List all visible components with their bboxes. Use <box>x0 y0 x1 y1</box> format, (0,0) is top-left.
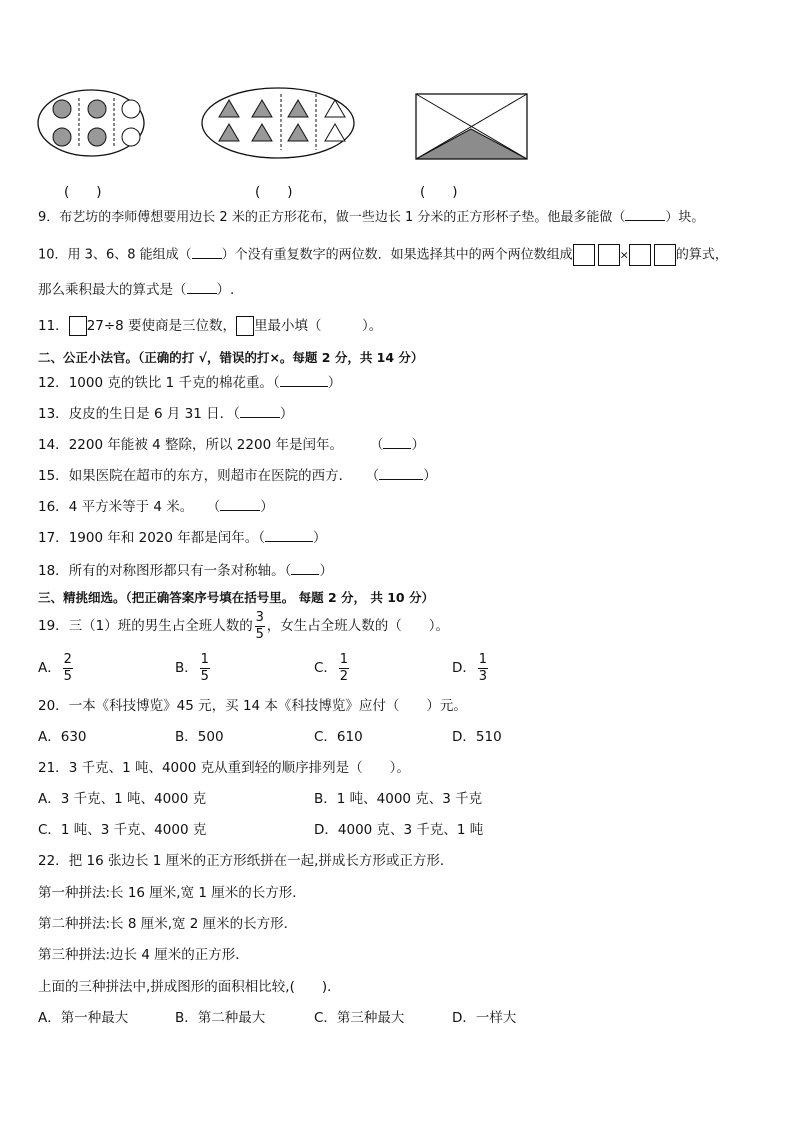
shaded-triangle <box>219 124 239 141</box>
shaded-circle <box>53 100 71 118</box>
empty-circle <box>122 128 140 146</box>
answer-blank[interactable] <box>220 498 260 511</box>
question-text: 用 3、6、8 能组成（ <box>67 247 192 263</box>
question-text: ，女生占全班人数的（ ）。 <box>266 618 450 634</box>
answer-blank[interactable] <box>265 529 313 542</box>
answer-blank[interactable] <box>240 405 280 418</box>
option-a[interactable]: A．630 <box>38 729 87 745</box>
question-number: 15． <box>38 468 69 484</box>
answer-paren-1[interactable]: ( ) <box>64 184 102 200</box>
option-label: D． <box>452 660 476 676</box>
question-20 <box>38 697 467 715</box>
question-19 <box>38 608 449 644</box>
figure-circles <box>36 88 146 158</box>
digit-box[interactable] <box>629 244 651 266</box>
fraction-numerator: 1 <box>200 651 209 667</box>
question-text: 三（1）班的男生占全班人数的 <box>68 618 253 634</box>
digit-box[interactable] <box>598 244 620 266</box>
option-label: C． <box>314 660 337 676</box>
answer-blank[interactable] <box>280 374 328 387</box>
answer-blank[interactable] <box>383 436 411 449</box>
question-13 <box>38 405 293 423</box>
shaded-circle <box>88 128 106 146</box>
option-label: A． <box>38 660 61 676</box>
question-text: ）块。 <box>665 210 705 225</box>
times-sign: × <box>619 248 629 262</box>
option-a[interactable] <box>38 650 75 686</box>
question-text: 1900 年和 2020 年都是闰年。（ <box>68 530 266 546</box>
figure-rectangle <box>415 93 529 161</box>
question-9 <box>38 208 704 227</box>
question-text: ） <box>260 499 274 515</box>
shaded-triangle <box>252 100 272 117</box>
section-title-2: 二、公正小法官。（正确的打 √，错误的打×。每题 2 分，共 14 分） <box>38 350 424 365</box>
question-text: 那么乘积最大的算式是（ <box>38 282 187 298</box>
question-text: 一本《科技博览》45 元，买 14 本《科技博览》应付（ ）元。 <box>68 698 467 714</box>
question-14 <box>38 436 425 454</box>
shaded-circle <box>88 100 106 118</box>
option-d[interactable]: D．4000 克、3 千克、1 吨 <box>314 822 484 838</box>
question-text: 3 千克、1 吨、4000 克从重到轻的顺序排列是（ ）。 <box>68 760 410 776</box>
question-number: 9． <box>38 210 60 225</box>
section-title-3: 三、精挑细选。（把正确答案序号填在括号里。 每题 2 分， 共 10 分） <box>38 590 434 605</box>
fraction-denominator: 3 <box>478 668 488 684</box>
question-text: 皮皮的生日是 6 月 31 日．（ <box>68 406 240 422</box>
shaded-circle <box>53 128 71 146</box>
option-c[interactable]: C．1 吨、3 千克、4000 克 <box>38 822 207 838</box>
option-d[interactable]: D．510 <box>452 729 502 745</box>
question-22-line4: 上面的三种拼法中,拼成图形的面积相比较,( )． <box>38 979 341 995</box>
digit-box[interactable] <box>573 244 595 266</box>
question-22 <box>38 852 453 870</box>
option-c[interactable]: C．第三种最大 <box>314 1010 405 1026</box>
question-text: 27÷8 要使商是三位数， <box>86 318 237 334</box>
empty-circle <box>122 100 140 118</box>
question-number: 14． <box>38 437 69 453</box>
question-number: 13． <box>38 406 69 422</box>
option-c[interactable] <box>314 650 351 686</box>
question-text: 1000 克的铁比 1 千克的棉花重。（ <box>68 375 280 391</box>
fraction-numerator: 3 <box>255 609 264 625</box>
question-text: 把 16 张边长 1 厘米的正方形纸拼在一起,拼成长方形或正方形． <box>68 853 454 869</box>
question-number: 16． <box>38 499 69 515</box>
fraction <box>339 653 349 684</box>
question-16 <box>38 498 274 516</box>
fraction <box>200 653 210 684</box>
option-d[interactable]: D．一样大 <box>452 1010 517 1026</box>
question-text: ） <box>313 530 327 546</box>
option-a[interactable]: A．第一种最大 <box>38 1010 129 1026</box>
question-number: 11． <box>38 318 69 334</box>
fraction-denominator: 2 <box>339 668 349 684</box>
shaded-triangle <box>219 100 239 117</box>
option-d[interactable] <box>452 650 490 686</box>
digit-box[interactable] <box>69 316 87 336</box>
question-number: 10． <box>38 247 68 263</box>
question-text: ） <box>319 563 333 579</box>
answer-blank[interactable] <box>192 246 222 259</box>
figure-triangles <box>200 86 356 160</box>
fraction <box>255 611 265 642</box>
option-a[interactable]: A．3 千克、1 吨、4000 克 <box>38 791 207 807</box>
fraction-denominator: 5 <box>63 668 72 684</box>
fraction-denominator: 5 <box>255 626 264 642</box>
shaded-triangle <box>288 124 308 141</box>
question-17 <box>38 529 327 547</box>
question-text: 的算式， <box>675 247 728 263</box>
option-c[interactable]: C．610 <box>314 729 363 745</box>
fraction-numerator: 2 <box>63 651 72 667</box>
fraction <box>478 653 488 684</box>
empty-triangle <box>325 124 345 141</box>
question-text: 如果医院在超市的东方，则超市在医院的西方． （ <box>68 468 380 484</box>
question-10 <box>38 244 728 266</box>
answer-blank[interactable] <box>291 562 319 575</box>
option-label: B． <box>175 660 198 676</box>
question-text: ） <box>327 375 342 391</box>
question-18 <box>38 562 333 580</box>
question-number: 12． <box>38 375 69 391</box>
option-b[interactable]: B．第二种最大 <box>175 1010 266 1026</box>
question-text: 2200 年能被 4 整除，所以 2200 年是闰年。 （ <box>68 437 384 453</box>
answer-paren-2[interactable]: ( ) <box>255 184 293 200</box>
question-21 <box>38 759 410 777</box>
question-number: 20． <box>38 698 69 714</box>
question-number: 22． <box>38 853 69 869</box>
answer-blank[interactable] <box>625 208 665 221</box>
question-10-line2 <box>38 281 234 299</box>
fraction <box>63 653 73 684</box>
question-22-line1: 第一种拼法:长 16 厘米,宽 1 厘米的长方形． <box>38 885 306 901</box>
question-number: 19． <box>38 618 69 634</box>
question-text: ） <box>279 406 294 422</box>
question-text: ）个没有重复数字的两位数．如果选择其中的两个两位数组成 <box>221 247 573 263</box>
option-b[interactable] <box>175 650 212 686</box>
shaded-triangle <box>252 124 272 141</box>
question-number: 18． <box>38 563 69 579</box>
question-text: ） <box>411 437 425 453</box>
question-22-line3: 第三种拼法:边长 4 厘米的正方形． <box>38 947 249 963</box>
fraction-numerator: 1 <box>478 651 488 667</box>
question-number: 17． <box>38 530 69 546</box>
question-number: 21． <box>38 760 69 776</box>
empty-triangle <box>325 100 345 117</box>
question-text: ） <box>423 468 437 484</box>
digit-box[interactable] <box>654 244 676 266</box>
fraction-denominator: 5 <box>200 668 209 684</box>
question-text: 里最小填（ ）。 <box>254 318 383 334</box>
option-b[interactable]: B．500 <box>175 729 224 745</box>
question-15 <box>38 467 437 485</box>
question-text: ）. <box>216 282 235 298</box>
answer-blank[interactable] <box>187 281 217 294</box>
fraction-numerator: 1 <box>339 651 349 667</box>
question-text: 布艺坊的李师傅想要用边长 2 米的正方形花布，做一些边长 1 分米的正方形杯子垫。他最多能做（ <box>59 210 626 225</box>
shaded-triangle <box>288 100 308 117</box>
option-b[interactable]: B．1 吨、4000 克、3 千克 <box>314 791 483 807</box>
digit-box[interactable] <box>236 316 254 336</box>
question-22-line2: 第二种拼法:长 8 厘米,宽 2 厘米的长方形． <box>38 916 298 932</box>
question-text: 所有的对称图形都只有一条对称轴。（ <box>68 563 292 579</box>
question-11 <box>38 316 382 336</box>
question-text: 4 平方米等于 4 米。 （ <box>68 499 221 515</box>
answer-paren-3[interactable]: ( ) <box>420 184 458 200</box>
question-12 <box>38 374 341 392</box>
answer-blank[interactable] <box>379 467 423 480</box>
